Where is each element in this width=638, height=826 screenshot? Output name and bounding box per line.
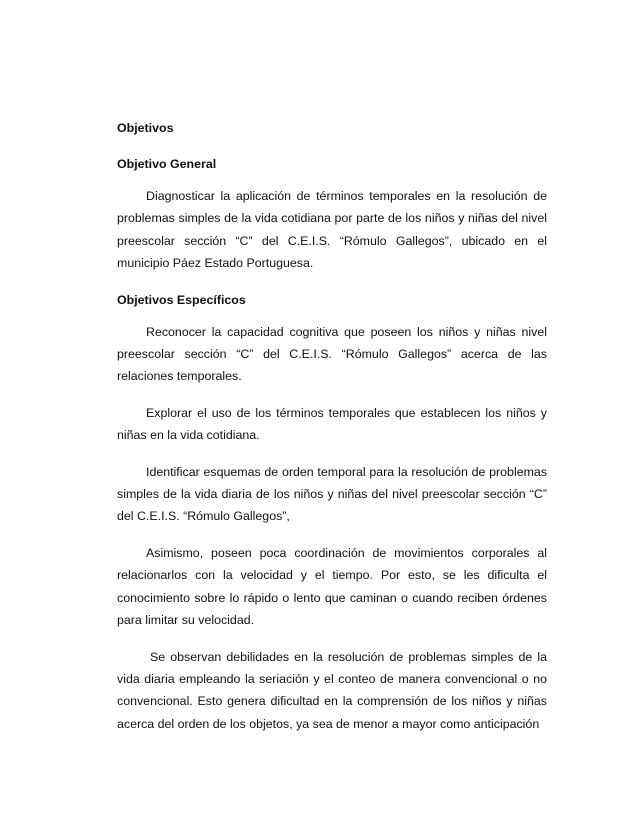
specific-objective-2: Explorar el uso de los términos temporales que establecen los niños y niñas en la vida cotidiana. [117,405,547,443]
body-paragraph-2: Se observan debilidades en la resolución de problemas simples de la vida diaria empleando la seriación y el conteo de manera convencional o no convencional. Esto genera dificultad en la comprensión de los niños y niñas acerca del orden de los objetos, ya sea de menor a mayor como anticipación [117,649,547,731]
specific-objective-3: Identificar esquemas de orden temporal para la resolución de problemas simples de la vida diaria de los niños y niñas del nivel preescolar sección “C” del C.E.I.S. “Rómulo Gallegos”, [117,464,547,524]
general-objective-text: Diagnosticar la aplicación de términos temporales en la resolución de problemas simples de la vida cotidiana por parte de los niños y niñas del nivel preescolar sección “C” del C.E.I.S. “Rómulo Gallegos”, ubicado en el municipio Páez Estado Portuguesa. [117,189,547,271]
specific-objective-1: Reconocer la capacidad cognitiva que poseen los niños y niñas nivel preescolar sección “C” del C.E.I.S. “Rómulo Gallegos” acerca de las relaciones temporales. [117,324,547,384]
section-title: Objetivos [117,121,174,135]
document-page [117,117,547,749]
body-paragraph-1: Asimismo, poseen poca coordinación de movimientos corporales al relacionarlos con la velocidad y el tiempo. Por esto, se les dificulta el conocimiento sobre lo rápido o lento que caminan o cuando reciben órdenes para limitar su velocidad. [117,545,547,628]
specific-objectives-heading: Objetivos Específicos [117,292,246,307]
general-objective-heading: Objetivo General [117,157,217,171]
